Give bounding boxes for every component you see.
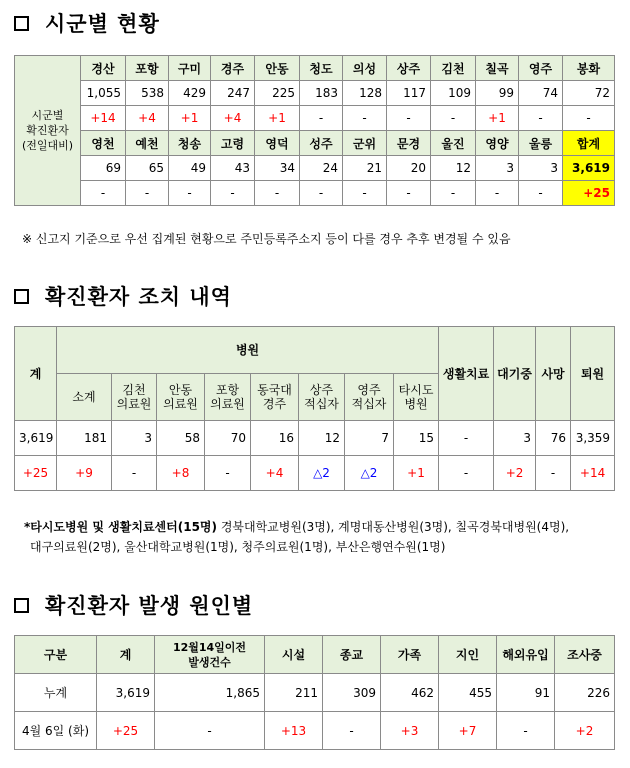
measures-change: +25 — [15, 456, 57, 491]
region-cases: 3 — [519, 156, 563, 181]
causes-header: 해외유입 — [497, 636, 555, 674]
regional-row-label — [15, 56, 81, 206]
causes-table — [14, 635, 615, 750]
causes-header-line: 12월14일이전 — [172, 640, 247, 654]
region-header: 칠곡 — [476, 56, 519, 81]
regional-cases-row — [15, 81, 615, 106]
causes-header: 가족 — [381, 636, 439, 674]
measures-value: 70 — [205, 421, 251, 456]
section-title-measures — [14, 281, 232, 311]
region-header: 포항 — [126, 56, 169, 81]
region-cases: 24 — [300, 156, 343, 181]
region-cases: 69 — [81, 156, 126, 181]
checkbox-square-icon — [14, 289, 29, 304]
measures-note-line1: 경북대학교병원(3명), 계명대동산병원(3명), 칠곡경북대병원(4명), — [217, 520, 570, 534]
region-change: - — [387, 106, 431, 131]
region-change: - — [519, 181, 563, 206]
region-header: 영주 — [519, 56, 563, 81]
region-cases: 99 — [476, 81, 519, 106]
causes-header — [155, 636, 265, 674]
region-header: 영덕 — [255, 131, 300, 156]
region-change: +4 — [126, 106, 169, 131]
causes-header: 조사중 — [555, 636, 615, 674]
measures-value: 16 — [251, 421, 299, 456]
region-header: 청송 — [169, 131, 211, 156]
causes-value: - — [155, 712, 265, 750]
causes-value: 309 — [323, 674, 381, 712]
hospital-subheader-line: 병원 — [404, 397, 428, 411]
region-change: - — [343, 181, 387, 206]
region-cases: 21 — [343, 156, 387, 181]
region-change: +1 — [255, 106, 300, 131]
measures-note — [24, 517, 569, 557]
header-waiting: 대기중 — [494, 327, 536, 421]
region-header: 영천 — [81, 131, 126, 156]
hospital-subheader-line: 포항 — [215, 383, 240, 397]
checkbox-square-icon — [14, 16, 29, 31]
region-change: +25 — [563, 181, 615, 206]
region-cases: 12 — [431, 156, 476, 181]
measures-value: 3 — [494, 421, 536, 456]
region-cases: 65 — [126, 156, 169, 181]
region-change: - — [211, 181, 255, 206]
header-home-treatment: 생활치료 — [439, 327, 494, 421]
region-header: 문경 — [387, 131, 431, 156]
causes-header: 종교 — [323, 636, 381, 674]
region-header: 의성 — [343, 56, 387, 81]
measures-value: 3,619 — [15, 421, 57, 456]
measures-value: 3,359 — [571, 421, 615, 456]
measures-values-row — [15, 421, 615, 456]
causes-header: 구분 — [15, 636, 97, 674]
causes-value: 91 — [497, 674, 555, 712]
measures-change: +2 — [494, 456, 536, 491]
region-change: - — [255, 181, 300, 206]
region-change: - — [81, 181, 126, 206]
region-change: - — [563, 106, 615, 131]
region-header: 예천 — [126, 131, 169, 156]
region-header: 고령 — [211, 131, 255, 156]
region-cases: 183 — [300, 81, 343, 106]
measures-change: - — [536, 456, 571, 491]
regional-row-label-line: (전일대비) — [21, 139, 74, 152]
measures-change: - — [112, 456, 157, 491]
causes-header-row — [15, 636, 615, 674]
section-title-causes — [14, 590, 253, 620]
section-title-text: 시군별 현황 — [45, 12, 160, 36]
regional-change-row — [15, 106, 615, 131]
checkbox-square-icon — [14, 598, 29, 613]
hospital-subheader-line: 소계 — [72, 390, 96, 404]
measures-change: +9 — [57, 456, 112, 491]
region-header: 김천 — [431, 56, 476, 81]
region-header: 청도 — [300, 56, 343, 81]
causes-header: 지인 — [439, 636, 497, 674]
hospital-subheader-line: 경주 — [262, 397, 287, 411]
region-header: 경산 — [81, 56, 126, 81]
measures-change-row — [15, 456, 615, 491]
region-header: 울진 — [431, 131, 476, 156]
region-header: 봉화 — [563, 56, 615, 81]
hospital-subheader — [251, 374, 299, 421]
region-header: 합계 — [563, 131, 615, 156]
causes-value: 462 — [381, 674, 439, 712]
region-header: 상주 — [387, 56, 431, 81]
causes-value: 3,619 — [97, 674, 155, 712]
region-header: 성주 — [300, 131, 343, 156]
region-cases: 117 — [387, 81, 431, 106]
causes-value: - — [497, 712, 555, 750]
causes-value: 226 — [555, 674, 615, 712]
regional-header-row — [15, 131, 615, 156]
measures-note-line2: 대구의료원(2명), 울산대학교병원(1명), 청주의료원(1명), 부산은행연수원(1명) — [30, 540, 446, 554]
causes-row-label: 누계 — [15, 674, 97, 712]
section-title-text: 확진환자 조치 내역 — [45, 285, 232, 309]
region-change: - — [300, 181, 343, 206]
region-change: - — [431, 181, 476, 206]
causes-value: +3 — [381, 712, 439, 750]
hospital-subheader — [394, 374, 439, 421]
hospital-subheader-line: 상주 — [309, 383, 334, 397]
causes-value: 455 — [439, 674, 497, 712]
causes-header-line: 발생건수 — [188, 655, 231, 669]
measures-value: 76 — [536, 421, 571, 456]
hospital-subheader — [157, 374, 205, 421]
region-header: 영양 — [476, 131, 519, 156]
section-title-text: 확진환자 발생 원인별 — [45, 594, 254, 618]
header-hospital: 병원 — [57, 327, 439, 374]
measures-value: 12 — [299, 421, 345, 456]
causes-value: - — [323, 712, 381, 750]
region-cases: 1,055 — [81, 81, 126, 106]
causes-value: +2 — [555, 712, 615, 750]
region-cases: 43 — [211, 156, 255, 181]
header-total: 계 — [15, 327, 57, 421]
region-cases: 3 — [476, 156, 519, 181]
measures-value: 3 — [112, 421, 157, 456]
measures-header-row — [15, 327, 615, 374]
region-change: +1 — [476, 106, 519, 131]
hospital-subheader-line: 김천 — [122, 383, 146, 397]
measures-table — [14, 326, 615, 491]
regional-row-label-line: 시군별 — [31, 109, 64, 122]
measures-change: △2 — [345, 456, 394, 491]
region-change: - — [387, 181, 431, 206]
hospital-subheader-line: 의료원 — [116, 397, 152, 411]
region-cases: 109 — [431, 81, 476, 106]
hospital-subheader — [57, 374, 112, 421]
hospital-subheader-line: 적십자 — [304, 397, 339, 411]
region-cases: 74 — [519, 81, 563, 106]
hospital-subheader-line: 안동 — [168, 383, 193, 397]
hospital-subheader — [205, 374, 251, 421]
region-cases: 429 — [169, 81, 211, 106]
regional-table — [14, 55, 615, 206]
regional-cases-row — [15, 156, 615, 181]
region-change: +4 — [211, 106, 255, 131]
region-change: - — [431, 106, 476, 131]
regional-row-label-line: 확진환자 — [26, 124, 69, 137]
measures-change: +8 — [157, 456, 205, 491]
hospital-subheader-line: 동국대 — [257, 383, 292, 397]
hospital-subheader-line: 의료원 — [210, 397, 245, 411]
region-change: - — [126, 181, 169, 206]
causes-value: +25 — [97, 712, 155, 750]
measures-change: △2 — [299, 456, 345, 491]
header-death: 사망 — [536, 327, 571, 421]
region-header: 군위 — [343, 131, 387, 156]
measures-change: - — [205, 456, 251, 491]
causes-data-row — [15, 674, 615, 712]
hospital-subheader — [299, 374, 345, 421]
regional-change-row — [15, 181, 615, 206]
measures-value: 58 — [157, 421, 205, 456]
region-change: - — [300, 106, 343, 131]
hospital-subheader-line: 타시도 — [398, 383, 434, 397]
header-discharge: 퇴원 — [571, 327, 615, 421]
region-change: +14 — [81, 106, 126, 131]
region-header: 구미 — [169, 56, 211, 81]
region-cases: 3,619 — [563, 156, 615, 181]
causes-row-label: 4월 6일 (화) — [15, 712, 97, 750]
regional-header-row — [15, 56, 615, 81]
region-cases: 247 — [211, 81, 255, 106]
regional-note: ※ 신고지 기준으로 우선 집계된 현황으로 주민등록주소지 등이 다를 경우 추후 변경될 수 있음 — [22, 232, 511, 246]
measures-note-bold: *타시도병원 및 생활치료센터(15명) — [24, 520, 217, 534]
causes-header: 계 — [97, 636, 155, 674]
measures-change: +4 — [251, 456, 299, 491]
hospital-subheader-line: 영주 — [357, 383, 381, 397]
region-cases: 225 — [255, 81, 300, 106]
region-cases: 72 — [563, 81, 615, 106]
hospital-subheader — [112, 374, 157, 421]
causes-value: 211 — [265, 674, 323, 712]
hospital-subheader-line: 의료원 — [163, 397, 198, 411]
measures-value: 7 — [345, 421, 394, 456]
region-cases: 20 — [387, 156, 431, 181]
measures-value: 15 — [394, 421, 439, 456]
causes-value: +7 — [439, 712, 497, 750]
region-change: - — [169, 181, 211, 206]
region-cases: 34 — [255, 156, 300, 181]
region-change: - — [476, 181, 519, 206]
region-header: 울릉 — [519, 131, 563, 156]
measures-change: +1 — [394, 456, 439, 491]
measures-change: - — [439, 456, 494, 491]
hospital-subheader-line: 적십자 — [351, 397, 387, 411]
causes-value: 1,865 — [155, 674, 265, 712]
region-change: - — [519, 106, 563, 131]
region-cases: 49 — [169, 156, 211, 181]
causes-header: 시설 — [265, 636, 323, 674]
causes-data-row — [15, 712, 615, 750]
region-change: +1 — [169, 106, 211, 131]
region-header: 안동 — [255, 56, 300, 81]
region-change: - — [343, 106, 387, 131]
region-cases: 128 — [343, 81, 387, 106]
measures-value: 181 — [57, 421, 112, 456]
region-cases: 538 — [126, 81, 169, 106]
section-title-regional — [14, 8, 160, 38]
region-header: 경주 — [211, 56, 255, 81]
measures-change: +14 — [571, 456, 615, 491]
causes-value: +13 — [265, 712, 323, 750]
hospital-subheader — [345, 374, 394, 421]
measures-value: - — [439, 421, 494, 456]
